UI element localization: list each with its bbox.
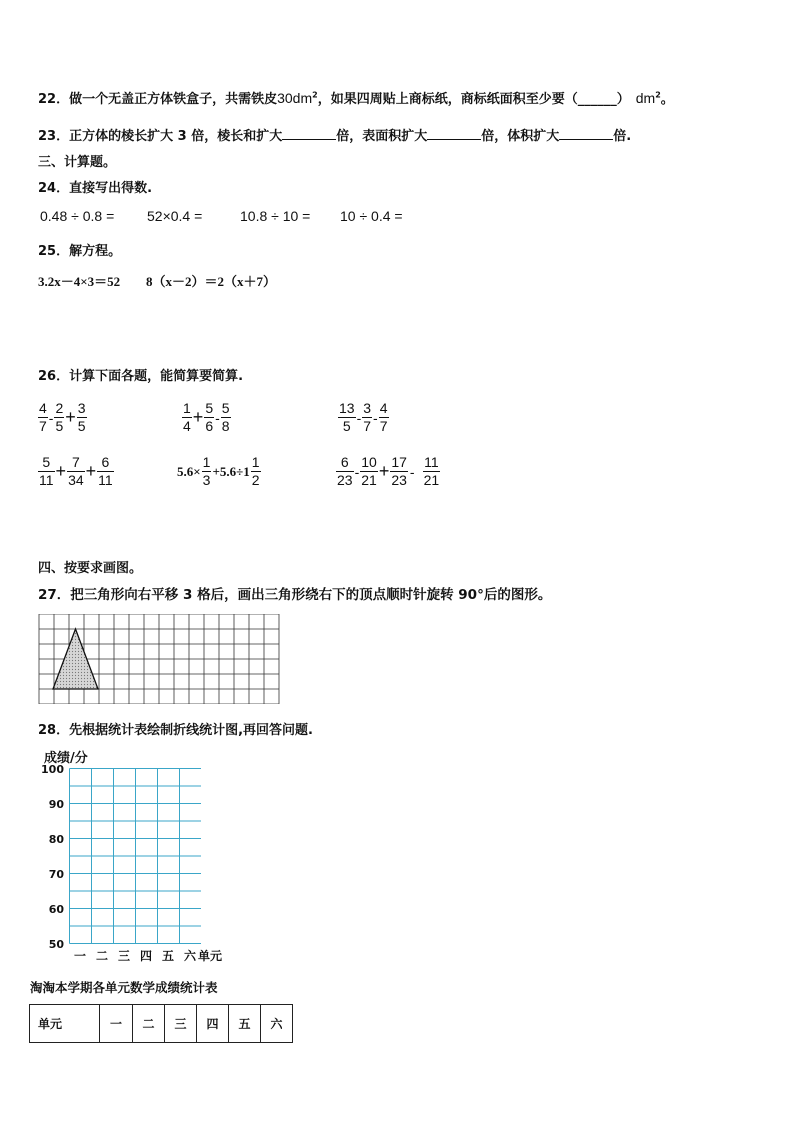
y-tick: 90 <box>48 798 64 811</box>
equation-1: 3.2x－4×3＝52 <box>38 274 121 289</box>
table-header-cell: 单元 <box>30 1005 100 1043</box>
section-heading-4: 四、按要求画图。 <box>38 561 143 576</box>
fraction: $\frac{11}{21}$ <box>423 454 440 488</box>
x-label: 五 <box>162 949 175 963</box>
expression-5: 5.6× $\frac{1}{3}$ +5.6÷1 $\frac{1}{2}$ <box>177 454 260 488</box>
x-label: 四 <box>140 949 153 963</box>
calc-item: 52×0.4 = <box>147 208 203 224</box>
calc-item: 10.8 ÷ 10 = <box>240 208 311 224</box>
y-tick: 100 <box>41 763 64 776</box>
answer-blank[interactable]: ______ <box>577 92 617 107</box>
x-label: 二 <box>96 949 109 963</box>
expression-4: $\frac{5}{11}$ + $\frac{7}{34}$ + $\frac{6}{11}$ <box>39 454 113 488</box>
fraction: $\frac{5}{11}$ <box>39 454 54 488</box>
score-table <box>29 1004 293 1043</box>
fraction: $\frac{5}{6}$ <box>205 400 214 434</box>
calc-item: 10 ÷ 0.4 = <box>340 208 403 224</box>
answer-blank-3[interactable] <box>559 128 613 140</box>
fraction: $\frac{17}{23}$ <box>391 454 407 488</box>
question-27-title: 27．把三角形向右平移 3 格后，画出三角形绕右下的顶点顺时针旋转 90°后的图形。 <box>38 587 552 603</box>
table-cell: 四 <box>197 1005 229 1043</box>
expression-6: $\frac{6}{23}$ - $\frac{10}{21}$ + $\frac{17}{23}$ - $\frac{11}{21}$ <box>337 454 440 488</box>
fraction: $\frac{3}{7}$ <box>363 400 372 434</box>
fraction: $\frac{2}{5}$ <box>55 400 64 434</box>
answer-blank-2[interactable] <box>427 128 481 140</box>
chart-grid-lines <box>70 769 202 944</box>
expression-2: $\frac{1}{4}$ + $\frac{5}{6}$ - $\frac{5}{8}$ <box>183 400 230 434</box>
fraction: $\frac{6}{23}$ <box>337 454 353 488</box>
question-25-title: 25．解方程。 <box>38 244 122 259</box>
question-28-title: 28．先根据统计表绘制折线统计图,再回答问题. <box>38 723 313 738</box>
x-label: 六 <box>184 949 197 963</box>
fraction: $\frac{13}{5}$ <box>339 400 355 434</box>
table-cell: 五 <box>229 1005 261 1043</box>
y-tick: 70 <box>48 868 64 881</box>
equation-2: 8（x－2）＝2（x＋7） <box>146 274 277 289</box>
y-tick: 50 <box>48 938 64 951</box>
expression-1: $\frac{4}{7}$ - $\frac{2}{5}$ + $\frac{3}{5}$ <box>39 400 86 434</box>
x-label: 一 <box>74 949 87 963</box>
x-label: 三 <box>118 949 131 963</box>
fraction: $\frac{4}{7}$ <box>379 400 388 434</box>
chart-y-label: 成绩/分 <box>44 751 88 766</box>
fraction: $\frac{7}{34}$ <box>68 454 84 488</box>
section-heading-3: 三、计算题。 <box>38 155 117 170</box>
fraction: $\frac{1}{2}$ <box>251 454 260 488</box>
y-tick: 80 <box>48 833 64 846</box>
table-cell: 二 <box>133 1005 165 1043</box>
calc-item: 0.48 ÷ 0.8 = <box>40 208 115 224</box>
line-chart-grid[interactable] <box>69 768 201 946</box>
table-cell: 三 <box>165 1005 197 1043</box>
table-cell: 六 <box>261 1005 293 1043</box>
question-23: 23．正方体的棱长扩大 3 倍，棱长和扩大 倍，表面积扩大 倍，体积扩大 倍. <box>38 129 632 144</box>
answer-blank-1[interactable] <box>282 128 336 140</box>
fraction: $\frac{6}{11}$ <box>98 454 113 488</box>
fraction: $\frac{4}{7}$ <box>39 400 47 434</box>
question-26-title: 26．计算下面各题，能简算要简算. <box>38 369 244 384</box>
question-24-title: 24．直接写出得数. <box>38 181 153 196</box>
fraction: $\frac{1}{4}$ <box>183 400 191 434</box>
x-axis-unit: 单元 <box>198 949 223 963</box>
fraction: $\frac{5}{8}$ <box>221 400 230 434</box>
question-22: 22．做一个无盖正方体铁盒子，共需铁皮$30dm^2$，如果四周贴上商标纸，商标纸面积至少要（______） $dm^2$。 <box>38 90 674 107</box>
y-tick: 60 <box>48 903 64 916</box>
table-title: 淘淘本学期各单元数学成绩统计表 <box>30 980 218 995</box>
fraction: $\frac{3}{5}$ <box>77 400 86 434</box>
drawing-grid[interactable] <box>38 614 280 704</box>
table-cell: 一 <box>100 1005 133 1043</box>
fraction: $\frac{1}{3}$ <box>202 454 211 488</box>
fraction: $\frac{10}{21}$ <box>361 454 377 488</box>
expression-3: $\frac{13}{5}$ - $\frac{3}{7}$ - $\frac{4}{7}$ <box>339 400 388 434</box>
